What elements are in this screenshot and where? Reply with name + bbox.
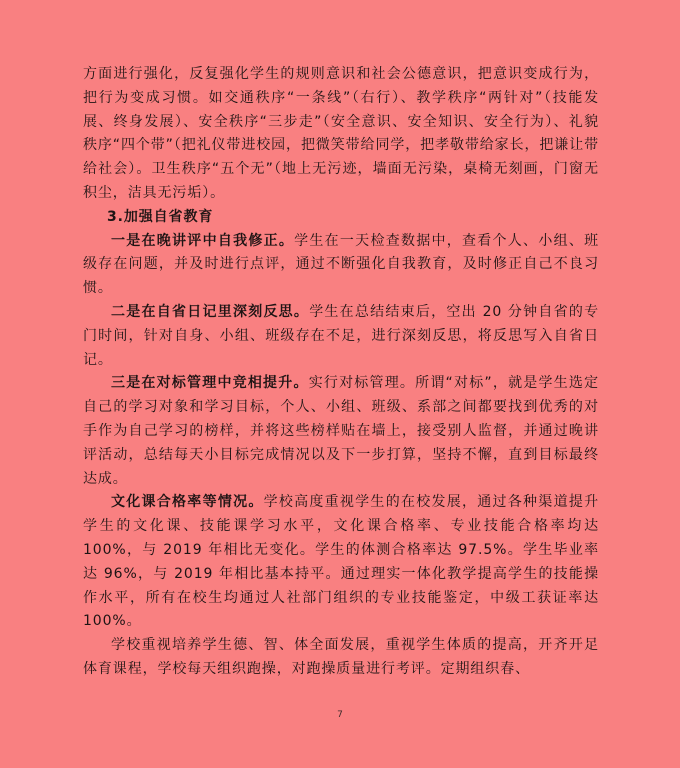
- paragraph-lead: 三是在对标管理中竞相提升。: [111, 375, 309, 392]
- paragraph-lead: 一是在晚讲评中自我修正。: [111, 232, 295, 249]
- paragraph-text: 学校高度重视学生的在校发展，通过各种渠道提升学生的文化课、技能课学习水平，文化课合格率、专业技能合格率均达 100%，与 2019 年相比无变化。学生的体测合格率达 97.5%。学生毕业率达 96%，与 2019 年相比基本持平。通过理实一体化教学提高学生的技能操作水平，所有在校生均通过人社部门组织的专业技能鉴定，中级工获证率达 100%。: [83, 494, 599, 630]
- paragraph-lead: 文化课合格率等情况。: [111, 494, 264, 511]
- paragraph-lead: 二是在自省日记里深刻反思。: [111, 303, 310, 320]
- section-heading: 3.加强自省教育: [107, 208, 214, 225]
- page-number: 7: [337, 710, 343, 720]
- document-body: [83, 63, 599, 682]
- intro-paragraph: 方面进行强化，反复强化学生的规则意识和社会公德意识，把意识变成行为，把行为变成习惯。如交通秩序“一条线”（右行）、教学秩序“两针对”（技能发展、终身发展）、安全秩序“三步走”（安全意识、安全知识、安全行为）、礼貌秩序“四个带”（把礼仪带进校园，把微笑带给同学，把孝敬带给家长，把谦让带给社会）。卫生秩序“五个无”（地上无污迹，墙面无污染，桌椅无刻画，门窗无积尘，洁具无污垢）。: [83, 66, 599, 201]
- paragraph-evening-review: [83, 230, 599, 301]
- paragraph-pass-rates: [83, 491, 599, 634]
- paragraph-text: 实行对标管理。所谓“对标”，就是学生选定自己的学习对象和学习目标，个人、小组、班级、系部之间都要找到优秀的对手作为自己学习的榜样，并将这些榜样贴在墙上，接受别人监督，并通过晚讲评活动，总结每天小目标完成情况以及下一步打算，坚持不懈，直到目标最终达成。: [83, 375, 599, 487]
- paragraph-text: 学校重视培养学生德、智、体全面发展，重视学生体质的提高，开齐开足体育课程，学校每天组织跑操，对跑操质量进行考评。定期组织春、: [83, 637, 599, 677]
- paragraph-text: 学生在一天检查数据中，查看个人、小组、班级存在问题，并及时进行点评，通过不断强化自我教育，及时修正自己不良习惯。: [83, 232, 599, 297]
- paragraph-physical-education: [83, 634, 599, 682]
- paragraph-reflection-diary: [83, 301, 599, 372]
- paragraph-benchmark-management: [83, 372, 599, 491]
- paragraph-text: 学生在总结结束后，空出 20 分钟自省的专门时间，针对自身、小组、班级存在不足，进行深刻反思，将反思写入自省日记。: [83, 303, 599, 368]
